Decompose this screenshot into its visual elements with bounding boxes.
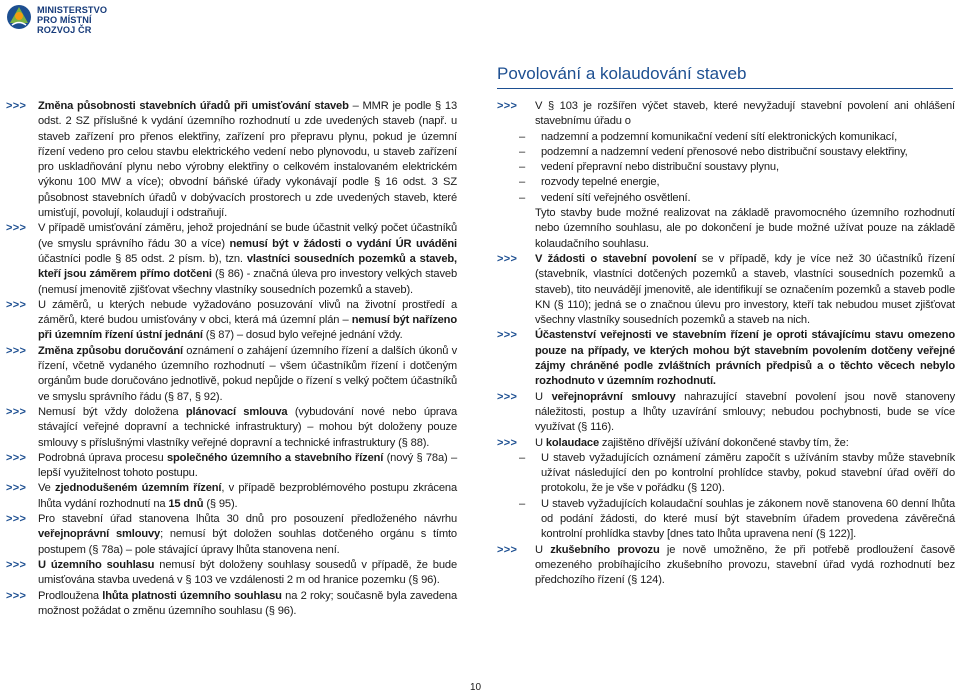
list-item: >>> U územního souhlasu nemusí být doloženy souhlasy sousedů v případě, že bude umisťována stavba uvedená v § 103 ve vzdálenosti 2 m od hranice pozemku (§ 96). xyxy=(6,558,457,587)
sub-list-item: – vedení přepravní nebo distribuční soustavy plynu, xyxy=(519,161,779,174)
bullet-arrows-icon: >>> xyxy=(6,100,27,112)
bullet-arrows-icon: >>> xyxy=(6,222,27,235)
bullet-arrows-icon: >>> xyxy=(6,344,27,357)
list-item: >>> V § 103 je rozšířen výčet staveb, které nevyžadují stavební povolení ani ohlášení stavebnímu úřadu o xyxy=(497,100,955,128)
bullet-arrows-icon: >>> xyxy=(497,252,518,265)
list-item: >>> Změna způsobu doručování oznámení o zahájení územního řízení a dalších úkonů v řízení, včetně vydaného územního rozhodnutí – všem účastníkům řízení i dotčeným orgánům bude doručováno jednotlivě, pokud nepůjde o řízení s velký počtem účastníků ve smyslu správního řádu (§ 87, § 92). xyxy=(6,344,457,403)
bullet-arrows-icon: >>> xyxy=(497,390,518,403)
right-column xyxy=(497,99,955,589)
list-item: >>> V žádosti o stavební povolení se v případě, kdy je více než 30 účastníků řízení (stavebník, vlastníci dotčených pozemků a staveb, vlastníci sousedních pozemků a staveb), tito neuvádějí jmenovitě, ale identifikují se označením pozemků a staveb podle KN (§ 110); jedná se o značnou úlevu pro investory, kteří tak nebudou muset zjišťovat všechny vlastníky sousedních pozemků a staveb na nich. xyxy=(497,252,955,327)
sub-list-item: – rozvody tepelné energie, xyxy=(519,176,660,189)
left-column xyxy=(6,99,457,619)
sub-list-item: – nadzemní a podzemní komunikační vedení sítí elektronických komunikací, xyxy=(519,130,898,143)
list-item: >>> U kolaudace zajištěno dřívější užívání dokončené stavby tím, že: xyxy=(497,436,955,451)
sub-list-item: – podzemní a nadzemní vedení přenosové nebo distribuční soustavy elektřiny, xyxy=(519,145,908,158)
sub-list-item: – U staveb vyžadujících oznámení záměru započít s užíváním stavby může stavebník užívat následující den po kontrolní prohlídce stavby, pokud stavební úřad ověří do protokolu, že je vše v pořádku (§ 120). xyxy=(519,451,955,495)
list-item: >>> Změna působnosti stavebních úřadů při umisťování staveb – MMR je podle § 13 odst. 2 SZ příslušné k vydání územního rozhodnutí u zde uvedených staveb (např. u staveb zařízení pro přenos elektřiny, zařízení pro přepravu plynu, pokud je územní řízení vedeno pro celou stavbu elektrického vedení nebo plynovodu, u staveb zařízení pro uskladňování plynu nebo výrobny elektřiny o celkovém instalovaném elektrickém výkonu 100 MW a více); obvodní báňské úřady vykonávají podle § 16 odst. 3 SZ působnost stavebních úřadů v dobývacích prostorech u zde uvedených staveb, které umisťují, povolují, kolaudují i odstraňují. xyxy=(6,100,458,220)
list-item: >>> Podrobná úprava procesu společného územního a stavebního řízení (nový § 78a) – lepší využitelnost tohoto postupu. xyxy=(6,451,457,480)
list-item: >>> Ve zjednodušeném územním řízení, v případě bezproblémového postupu zkrácena lhůta vydání rozhodnutí na 15 dnů (§ 95). xyxy=(6,482,457,510)
list-item: >>> U záměrů, u kterých nebude vyžadováno posuzování vlivů na životní prostředí a záměrů, které budou umisťovány v obci, která má územní plán – nemusí být nařízeno při územním řízení ústní jednání (§ 87) – dosud bylo veřejné jednání vždy. xyxy=(6,298,457,342)
sub-list-item: – vedení sítí veřejného osvětlení. xyxy=(519,191,691,204)
page-number: 10 xyxy=(470,682,482,693)
page-title: Povolování a kolaudování staveb xyxy=(497,64,747,83)
bullet-arrows-icon: >>> xyxy=(6,298,27,311)
bullet-arrows-icon: >>> xyxy=(6,558,27,571)
paragraph: Tyto stavby bude možné realizovat na základě pravomocného územního rozhodnutí nebo územního souhlasu, ale po dokončení je bude možné užívat pouze na základě kolaudačního souhlasu. xyxy=(535,207,955,250)
list-item: >>> U veřejnoprávní smlouvy nahrazující stavební povolení jsou nově stanoveny náležitosti, postup a lhůty uzavírání smlouvy; nebudou pochybnosti, bude se více využívat (§ 116). xyxy=(497,390,955,434)
bullet-arrows-icon: >>> xyxy=(497,436,518,449)
list-item: >>> Nemusí být vždy doloženа plánovací smlouva (vybudování nové nebo úprava stávající veřejné dopravní a technické infrastruktury) – mohou být doloženy pouze smlouvy s příslušnými vlastníky veřejné dopravní a technické infrastruktury (§ 88). xyxy=(6,405,457,449)
list-item: >>> Účastenství veřejnosti ve stavebním řízení je oproti stávajícímu stavu omezeno pouze na případy, ve kterých mohou být stavebním povolením dotčeny veřejné zájmy chráněné podle zvláštních právních předpisů a o těchto věcech nebylo rozhodnuto v územním rozhodnutí. xyxy=(497,329,955,388)
list-item: >>> V případě umisťování záměru, jehož projednání se bude účastnit velký počet účastníků (ve smyslu správního řádu 30 a více) nemusí být v žádosti o vydání ÚR uváděni účastníci podle § 85 odst. 2 písm. b), tzn. vlastníci sousedních pozemků a staveb, kteří jsou záměrem přímo dotčeni (§ 86) - značná úleva pro investory velkých staveb (nemusí jmenovitě zjišťovat všechny vlastníky sousedních pozemků a staveb). xyxy=(6,222,457,296)
bullet-arrows-icon: >>> xyxy=(6,451,27,464)
sub-list-item: – U staveb vyžadujících kolaudační souhlas je zákonem nově stanovena 60 denní lhůta od podání žádosti, do které musí být stavebním úřadem provedena závěrečná kontrolní prohlídka stavby [dnes tato lhůta upravena není (§ 122)]. xyxy=(519,497,955,541)
bullet-arrows-icon: >>> xyxy=(6,589,27,602)
list-item: >>> Pro stavební úřad stanovena lhůta 30 dnů pro posouzení předloženého návrhu veřejnoprávní smlouvy; nemusí být doložen souhlas dotčeného orgánu s tímto postupem (§ 78a) – pole stávající úpravy lhůta stanovena není. xyxy=(6,513,457,556)
bullet-arrows-icon: >>> xyxy=(497,329,518,342)
bullet-arrows-icon: >>> xyxy=(6,513,27,526)
ministry-emblem-icon xyxy=(6,4,32,30)
bullet-arrows-icon: >>> xyxy=(497,100,518,112)
list-item: >>> Prodloužena lhůta platnosti územního souhlasu na 2 roky; současně byla zavedena možnost požádat o změnu územního souhlasu (§ 96). xyxy=(6,589,457,617)
ministry-logo xyxy=(6,4,156,34)
bullet-arrows-icon: >>> xyxy=(497,543,518,556)
ministry-logo-text: MINISTERSTVO PRO MÍSTNÍ ROZVOJ ČR xyxy=(37,5,108,35)
title-divider xyxy=(497,88,953,89)
bullet-arrows-icon: >>> xyxy=(6,405,27,418)
list-item: >>> U zkušebního provozu je nově umožněno, že při potřebě prodloužení časově omezeného probíhajícího zkušebního provozu, stavební úřad vydá rozhodnutí bez předchozího řízení (§ 124). xyxy=(497,543,955,587)
bullet-arrows-icon: >>> xyxy=(6,482,27,495)
